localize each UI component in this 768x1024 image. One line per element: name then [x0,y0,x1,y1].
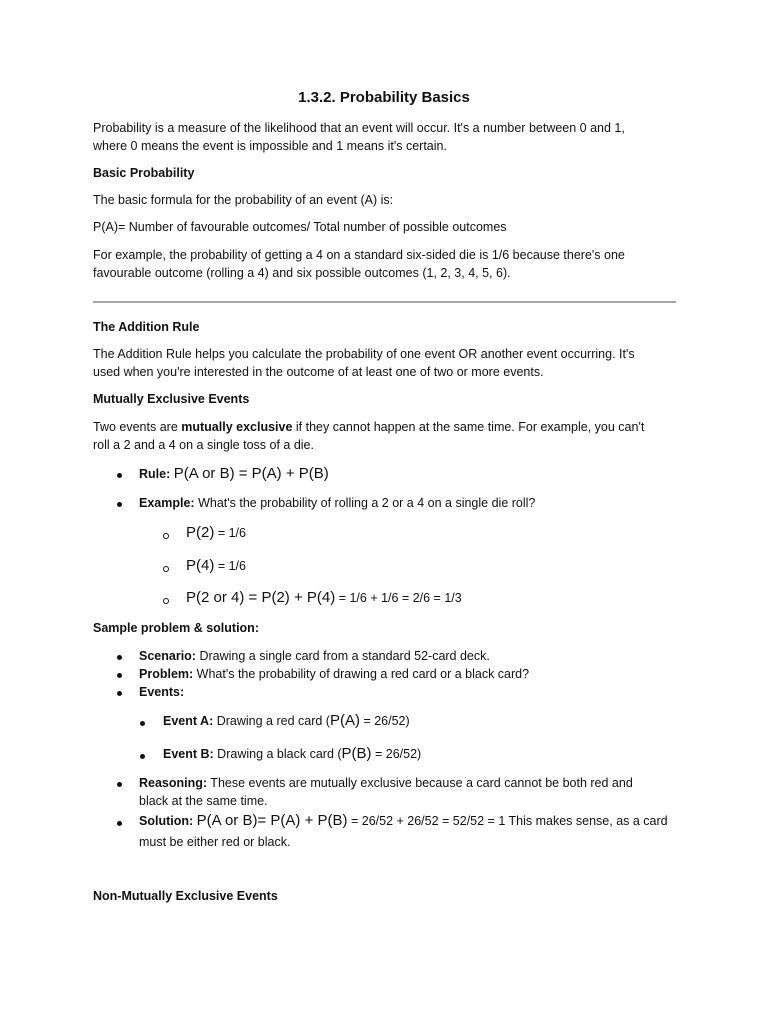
formula: P(A)= Number of favourable outcomes/ Total number of possible outcomes [93,220,507,234]
example-line-1: For example, the probability of getting a 4 on a standard six-sided die is 1/6 because there's one [93,248,625,262]
mutually-exclusive-heading: Mutually Exclusive Events [93,392,250,406]
basic-probability-heading: Basic Probability [93,166,195,180]
bullet-icon [117,691,122,696]
horizontal-divider [93,301,676,303]
sub-item-p4: P(4) = 1/6 [186,557,246,574]
solution-item: Solution: P(A or B)= P(A) + P(B) = 26/52 + 26/52 = 52/52 = 1 This makes sense, as a card [139,812,668,829]
addition-line-1: The Addition Rule helps you calculate the probability of one event OR another event occurring. It's [93,347,635,361]
events-item: Events: [139,685,185,699]
bullet-icon [117,782,122,787]
example-item: Example: What's the probability of rolling a 2 or a 4 on a single die roll? [139,496,536,510]
circle-bullet-icon [163,533,169,539]
example-line-2: favourable outcome (rolling a 4) and six possible outcomes (1, 2, 3, 4, 5, 6). [93,266,511,280]
bullet-icon [140,721,145,726]
bullet-icon [117,473,122,478]
sub-item-p2: P(2) = 1/6 [186,524,246,541]
page-title: 1.3.2. Probability Basics [298,89,470,106]
scenario-item: Scenario: Drawing a single card from a standard 52-card deck. [139,649,490,663]
addition-rule-heading: The Addition Rule [93,320,200,334]
bullet-icon [117,821,122,826]
problem-item: Problem: What's the probability of drawing a red card or a black card? [139,667,530,681]
sub-item-p2or4: P(2 or 4) = P(2) + P(4) = 1/6 + 1/6 = 2/6 = 1/3 [186,589,462,606]
event-b-item: Event B: Drawing a black card (P(B) = 26/52) [163,745,422,762]
rule-item: Rule: P(A or B) = P(A) + P(B) [139,465,329,482]
reasoning-line-2: black at the same time. [139,794,268,808]
bullet-icon [117,673,122,678]
intro-line-2: where 0 means the event is impossible and 1 means it's certain. [93,139,447,153]
non-mutually-exclusive-heading: Non-Mutually Exclusive Events [93,889,278,903]
intro-line-1: Probability is a measure of the likelihood that an event will occur. It's a number between 0 and 1, [93,121,625,135]
formula-intro: The basic formula for the probability of an event (A) is: [93,193,394,207]
sample-problem-heading: Sample problem & solution: [93,621,259,635]
circle-bullet-icon [163,566,169,572]
bullet-icon [117,502,122,507]
reasoning-item: Reasoning: These events are mutually exclusive because a card cannot be both red and [139,776,633,790]
bullet-icon [117,655,122,660]
addition-line-2: used when you're interested in the outcome of at least one of two or more events. [93,365,544,379]
event-a-item: Event A: Drawing a red card (P(A) = 26/52) [163,712,410,729]
solution-line-2: must be either red or black. [139,835,291,849]
circle-bullet-icon [163,598,169,604]
mutex-line-2: roll a 2 and a 4 on a single toss of a die. [93,438,314,452]
bullet-icon [140,754,145,759]
mutex-line-1: Two events are mutually exclusive if they cannot happen at the same time. For example, you can't [93,420,645,434]
